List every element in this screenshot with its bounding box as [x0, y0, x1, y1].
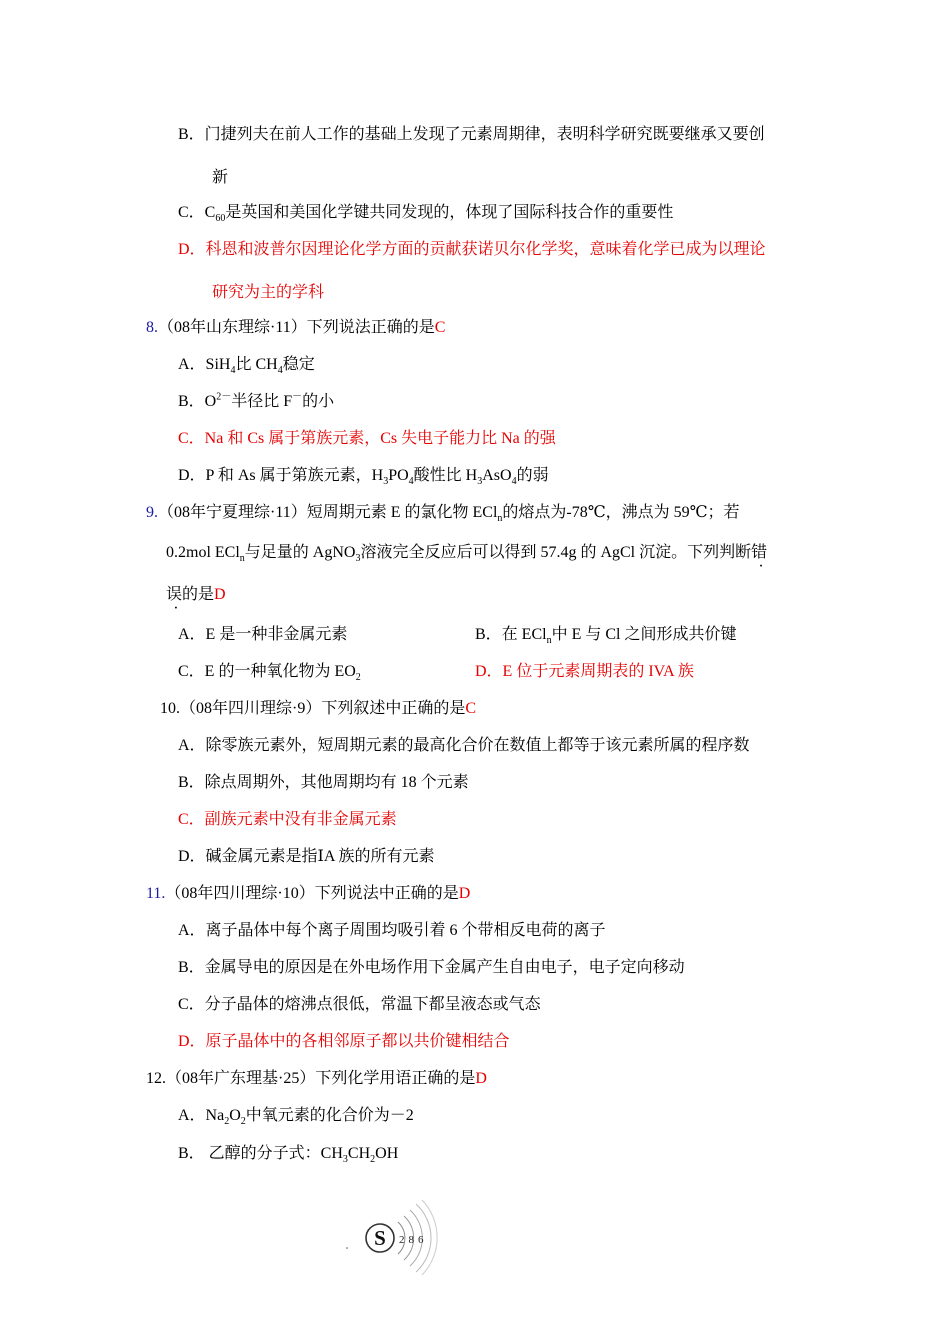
q9-option-b: B．在 ECl$_n$中 E 与 Cl 之间形成共价键 [475, 626, 737, 647]
q8-option-c: C．Na 和 Cs 属于第族元素，Cs 失电子能力比 Na 的强 [178, 430, 556, 447]
q9-option-c: C．E 的一种氧化物为 $EO_2$ [178, 663, 361, 684]
q12-option-a: A．$Na_2O_2$中氧元素的化合价为－2 [178, 1107, 414, 1128]
q9-stem-line1: 9.（08年宁夏理综·11）短周期元素 E 的氯化物 ECl$_n$的熔点为-78℃，沸点为 59℃；若 [146, 504, 740, 525]
q11-answer: D [458, 885, 471, 902]
logo-letter: S [374, 1226, 386, 1250]
q9-stem-line3: 误的是D [166, 586, 226, 603]
q10-option-a: A．除零族元素外，短周期元素的最高化合价在数值上都等于该元素所属的程序数 [178, 737, 750, 754]
q11-option-b: B．金属导电的原因是在外电场作用下金属产生自由电子，电子定向移动 [178, 959, 685, 976]
q11-option-a: A．离子晶体中每个离子周围均吸引着 6 个带相反电荷的离子 [178, 922, 606, 939]
q10-option-c: C．副族元素中没有非金属元素 [178, 811, 397, 828]
q12-answer: D [475, 1070, 487, 1087]
q7-option-b-line2: 新 [212, 169, 229, 186]
q11-option-c: C．分子晶体的熔沸点很低，常温下都呈液态或气态 [178, 996, 541, 1013]
q11-number: 11. [146, 885, 166, 902]
q9-stem-line2: 0.2mol ECl$_n$与足量的 AgNO$_3$溶液完全反应后可以得到 57.4g 的 AgCl 沉淀。下列判断错 [166, 544, 768, 565]
q8-option-b: B．$O^{2-}$半径比 F－的小 [178, 391, 335, 410]
q7-option-d-line2: 研究为主的学科 [212, 284, 325, 301]
q10-stem: 10.（08年四川理综·9）下列叙述中正确的是C [160, 700, 477, 717]
q12-number: 12. [146, 1070, 166, 1087]
q10-option-d: D．碱金属元素是指ⅠA 族的所有元素 [178, 848, 435, 865]
q8-option-d: D．P 和 As 属于第族元素，$H_3PO_4$酸性比 $H_3AsO_4$的弱 [178, 467, 549, 488]
page-footer-logo [340, 1196, 450, 1276]
q9-option-a: A．E 是一种非金属元素 [178, 626, 348, 643]
q8-stem: 8.（08年山东理综·11）下列说法正确的是C [146, 319, 446, 336]
q7-option-d-line1: D．科恩和波普尔因理论化学方面的贡献获诺贝尔化学奖，意味着化学已成为以理论 [178, 241, 766, 258]
q9-option-d: D．E 位于元素周期表的 IVA 族 [475, 663, 694, 680]
q8-option-a: A．SiH$_4$比 $CH_4$稳定 [178, 356, 315, 377]
q10-option-b: B．除点周期外，其他周期均有 18 个元素 [178, 774, 469, 791]
q9-answer: D [214, 586, 226, 603]
q11-option-d: D．原子晶体中的各相邻原子都以共价键相结合 [178, 1033, 510, 1050]
q12-stem: 12.（08年广东理基·25）下列化学用语正确的是D [146, 1070, 487, 1087]
q10-answer: C [465, 700, 477, 717]
sound-wave-logo-icon [340, 1196, 450, 1276]
q7-option-b-line1: B．门捷列夫在前人工作的基础上发现了元素周期律，表明科学研究既要继承又要创 [178, 126, 765, 143]
q9-number: 9. [146, 504, 158, 521]
q12-option-b: B． 乙醇的分子式：$CH_3CH_2OH$ [178, 1145, 399, 1166]
q11-stem: 11.（08年四川理综·10）下列说法中正确的是D [146, 885, 471, 902]
q7-option-c: C．$C_{60}$是英国和美国化学键共同发现的，体现了国际科技合作的重要性 [178, 204, 674, 225]
q8-answer: C [434, 319, 446, 336]
page-number: 286 [399, 1234, 428, 1246]
q10-number: 10. [160, 700, 180, 717]
q8-number: 8. [146, 319, 158, 336]
